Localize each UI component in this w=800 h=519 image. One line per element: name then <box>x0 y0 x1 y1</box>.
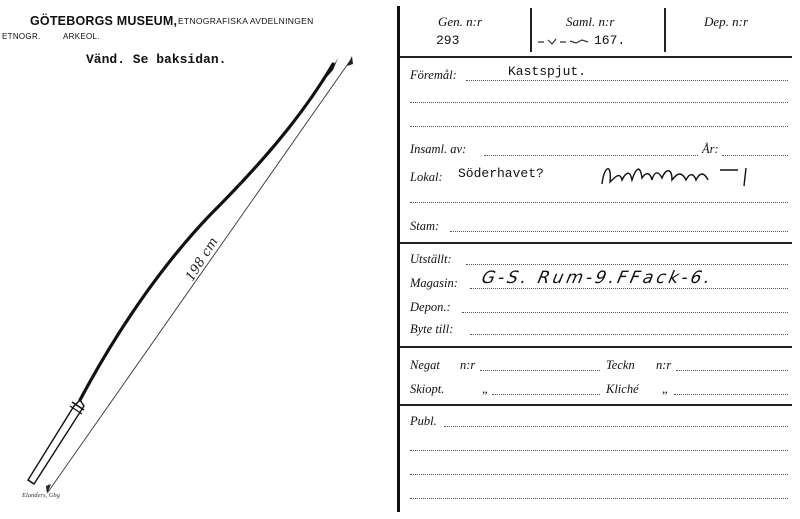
saml-nr-label: Saml. n:r <box>566 14 615 29</box>
publ-label: Publ. <box>410 414 437 428</box>
printer-mark: Elanders, Gbg <box>22 492 60 499</box>
dept-arkeol: ARKEOL. <box>63 32 100 41</box>
dep-nr-label: Dep. n:r <box>704 14 749 29</box>
foremal-value: Kastspjut. <box>508 64 587 79</box>
spear-shaft <box>80 64 333 400</box>
spear-shaft-edge <box>208 66 331 217</box>
lokal-value: Söderhavet? <box>458 166 544 181</box>
catalogue-card <box>400 0 800 519</box>
gen-nr-label: Gen. n:r <box>438 14 483 29</box>
skiopt-ditto: „ <box>482 382 489 396</box>
insaml-label: Insaml. av: <box>410 142 467 156</box>
gen-nr-value: 293 <box>436 33 460 48</box>
magasin-label: Magasin: <box>410 276 458 290</box>
measure-arrow-top <box>347 56 353 66</box>
rule-after-header <box>400 56 792 58</box>
ar-label: År: <box>702 142 719 156</box>
handwritten-note <box>598 158 778 192</box>
saml-nr-value: 167. <box>594 33 626 48</box>
length-annotation: 198 cm <box>183 234 222 285</box>
kliche-label: Kliché <box>606 382 639 396</box>
dept-etnogr: ETNOGR. <box>2 32 41 41</box>
kliche-ditto: „ <box>662 382 669 396</box>
teckn-nr-label: n:r <box>656 358 672 372</box>
negat-label: Negat <box>410 358 440 372</box>
skiopt-label: Skiopt. <box>410 382 445 396</box>
foremal-label: Föremål: <box>410 68 457 82</box>
left-panel <box>0 0 396 519</box>
header-divider-1 <box>530 8 532 52</box>
magasin-value: G-S. Rum-9.FFack-6. <box>479 268 716 288</box>
teckn-label: Teckn <box>606 358 635 372</box>
header-divider-2 <box>664 8 666 52</box>
depon-label: Depon.: <box>410 300 451 314</box>
crossed-out-number <box>536 34 592 48</box>
rule-after-stam <box>400 242 792 244</box>
byte-till-label: Byte till: <box>410 322 454 336</box>
department-name: ETNOGRAFISKA AVDELNINGEN <box>178 16 314 26</box>
rule-after-byte <box>400 346 792 348</box>
spear-butt <box>28 400 84 484</box>
stam-label: Stam: <box>410 219 440 233</box>
utstallt-label: Utställt: <box>410 252 452 266</box>
rule-after-kliche <box>400 404 792 406</box>
negat-nr-label: n:r <box>460 358 476 372</box>
lokal-label: Lokal: <box>410 170 443 184</box>
turn-over-note: Vänd. Se baksidan. <box>86 52 227 67</box>
museum-name: GÖTEBORGS MUSEUM, <box>30 14 178 28</box>
